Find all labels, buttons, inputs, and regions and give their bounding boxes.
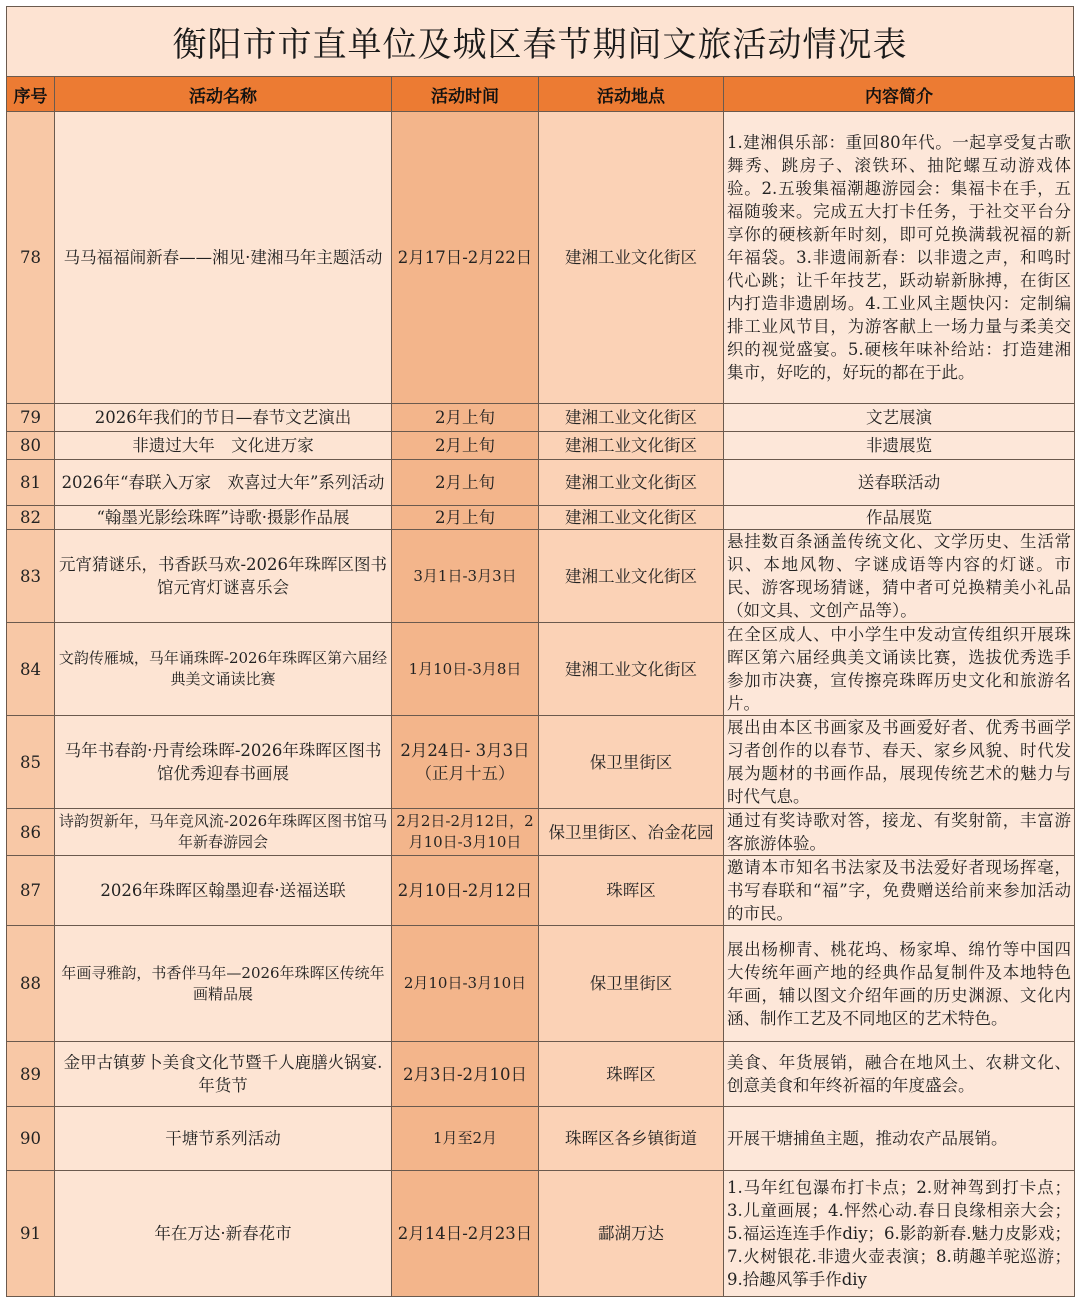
table-row (7, 716, 1075, 809)
table-row (7, 856, 1075, 926)
table-row (7, 432, 1075, 460)
row-desc: 送春联活动 (724, 460, 1075, 506)
row-time: 2月上旬 (392, 432, 539, 460)
row-desc: 在全区成人、中小学生中发动宣传组织开展珠晖区第六届经典美文诵读比赛，选拔优秀选手参加市决赛，宣传擦亮珠晖历史文化和旅游名片。 (724, 623, 1075, 716)
row-desc: 通过有奖诗歌对答，接龙、有奖射箭，丰富游客旅游体验。 (724, 809, 1075, 856)
table-row (7, 404, 1075, 432)
row-desc: 展出由本区书画家及书画爱好者、优秀书画学习者创作的以春节、春天、家乡风貌、时代发展为题材的书画作品，展现传统艺术的魅力与时代气息。 (724, 716, 1075, 809)
row-no: 78 (7, 112, 55, 404)
row-desc: 作品展览 (724, 506, 1075, 530)
row-time: 2月10日-3月10日 (392, 926, 539, 1042)
sheet-title: 衡阳市市直单位及城区春节期间文旅活动情况表 (7, 7, 1073, 77)
row-place: 建湘工业文化街区 (539, 506, 724, 530)
row-place: 珠晖区 (539, 1042, 724, 1107)
table-row (7, 112, 1075, 404)
row-place: 建湘工业文化街区 (539, 530, 724, 623)
row-time: 2月上旬 (392, 404, 539, 432)
table-row (7, 623, 1075, 716)
row-time: 3月1日-3月3日 (392, 530, 539, 623)
table-row (7, 530, 1075, 623)
row-place: 建湘工业文化街区 (539, 404, 724, 432)
table-row (7, 809, 1075, 856)
row-place: 建湘工业文化街区 (539, 112, 724, 404)
row-no: 84 (7, 623, 55, 716)
row-name: 马年书春韵·丹青绘珠晖-2026年珠晖区图书馆优秀迎春书画展 (55, 716, 392, 809)
row-place: 保卫里街区 (539, 716, 724, 809)
header-time: 活动时间 (392, 77, 539, 112)
row-name: 年在万达·新春花市 (55, 1171, 392, 1297)
row-time: 2月10日-2月12日 (392, 856, 539, 926)
row-desc: 展出杨柳青、桃花坞、杨家埠、绵竹等中国四大传统年画产地的经典作品复制件及本地特色年画，辅以图文介绍年画的历史渊源、文化内涵、制作工艺及不同地区的艺术特色。 (724, 926, 1075, 1042)
header-name: 活动名称 (55, 77, 392, 112)
table-row (7, 1107, 1075, 1171)
row-name: 2026年珠晖区翰墨迎春·送福送联 (55, 856, 392, 926)
header-desc: 内容简介 (724, 77, 1075, 112)
row-place: 建湘工业文化街区 (539, 460, 724, 506)
row-name: 干塘节系列活动 (55, 1107, 392, 1171)
row-desc: 开展干塘捕鱼主题，推动农产品展销。 (724, 1107, 1075, 1171)
row-desc: 悬挂数百条涵盖传统文化、文学历史、生活常识、本地风物、字谜成语等内容的灯谜。市民、游客现场猜谜，猜中者可兑换精美小礼品（如文具、文创产品等）。 (724, 530, 1075, 623)
row-time: 2月2日-2月12日，2月10日-3月10日 (392, 809, 539, 856)
row-name: 2026年我们的节日—春节文艺演出 (55, 404, 392, 432)
row-no: 88 (7, 926, 55, 1042)
row-no: 87 (7, 856, 55, 926)
row-place: 建湘工业文化街区 (539, 432, 724, 460)
row-name: 年画寻雅韵，书香伴马年—2026年珠晖区传统年画精品展 (55, 926, 392, 1042)
row-no: 85 (7, 716, 55, 809)
row-name: 马马福福闹新春——湘见·建湘马年主题活动 (55, 112, 392, 404)
row-no: 83 (7, 530, 55, 623)
row-desc: 邀请本市知名书法家及书法爱好者现场挥毫，书写春联和“福”字，免费赠送给前来参加活动的市民。 (724, 856, 1075, 926)
row-time: 2月24日- 3月3日（正月十五） (392, 716, 539, 809)
row-time: 2月3日-2月10日 (392, 1042, 539, 1107)
row-no: 91 (7, 1171, 55, 1297)
row-name: 元宵猜谜乐，书香跃马欢-2026年珠晖区图书馆元宵灯谜喜乐会 (55, 530, 392, 623)
row-desc: 非遗展览 (724, 432, 1075, 460)
row-time: 2月17日-2月22日 (392, 112, 539, 404)
row-name: 文韵传雁城，马年诵珠晖-2026年珠晖区第六届经典美文诵读比赛 (55, 623, 392, 716)
row-time: 1月至2月 (392, 1107, 539, 1171)
activity-table (6, 76, 1075, 1297)
row-no: 82 (7, 506, 55, 530)
row-place: 保卫里街区、冶金花园 (539, 809, 724, 856)
header-no: 序号 (7, 77, 55, 112)
row-time: 2月上旬 (392, 506, 539, 530)
table-row (7, 926, 1075, 1042)
table-row (7, 506, 1075, 530)
row-place: 珠晖区 (539, 856, 724, 926)
row-place: 珠晖区各乡镇街道 (539, 1107, 724, 1171)
table-row (7, 1171, 1075, 1297)
table-row (7, 460, 1075, 506)
header-row (7, 77, 1075, 112)
row-desc: 美食、年货展销，融合在地风土、农耕文化、创意美食和年终祈福的年度盛会。 (724, 1042, 1075, 1107)
row-no: 81 (7, 460, 55, 506)
row-place: 保卫里街区 (539, 926, 724, 1042)
row-name: 诗韵贺新年，马年竞风流-2026年珠晖区图书馆马年新春游园会 (55, 809, 392, 856)
row-name: 非遗过大年 文化进万家 (55, 432, 392, 460)
row-desc: 文艺展演 (724, 404, 1075, 432)
row-name: 2026年“春联入万家 欢喜过大年”系列活动 (55, 460, 392, 506)
row-desc: 1.建湘俱乐部：重回80年代。一起享受复古歌舞秀、跳房子、滚铁环、抽陀螺互动游戏体验。2.五骏集福潮趣游园会：集福卡在手，五福随骏来。完成五大打卡任务，于社交平台分享你的硬核新年时刻，即可兑换满载祝福的新年福袋。3.非遗闹新春：以非遗之声，和鸣时代心跳；让千年技艺，跃动崭新脉搏，在街区内打造非遗剧场。4.工业风主题快闪：定制编排工业风节目，为游客献上一场力量与柔美交织的视觉盛宴。5.硬核年味补给站：打造建湘集市，好吃的，好玩的都在于此。 (724, 112, 1075, 404)
row-name: 金甲古镇萝卜美食文化节暨千人鹿膳火锅宴.年货节 (55, 1042, 392, 1107)
row-no: 79 (7, 404, 55, 432)
row-place: 建湘工业文化街区 (539, 623, 724, 716)
row-desc: 1.马年红包瀑布打卡点；2.财神驾到打卡点；3.儿童画展；4.怦然心动.春日良缘相亲大会；5.福运连连手作diy；6.影韵新春.魅力皮影戏；7.火树银花.非遗火壶表演；8.萌趣羊驼巡游；9.拾趣风筝手作diy (724, 1171, 1075, 1297)
row-name: “翰墨光影绘珠晖”诗歌·摄影作品展 (55, 506, 392, 530)
row-place: 酃湖万达 (539, 1171, 724, 1297)
row-no: 89 (7, 1042, 55, 1107)
activity-sheet (6, 6, 1074, 1296)
header-place: 活动地点 (539, 77, 724, 112)
row-no: 90 (7, 1107, 55, 1171)
row-no: 86 (7, 809, 55, 856)
row-no: 80 (7, 432, 55, 460)
row-time: 2月14日-2月23日 (392, 1171, 539, 1297)
row-time: 1月10日-3月8日 (392, 623, 539, 716)
row-time: 2月上旬 (392, 460, 539, 506)
table-row (7, 1042, 1075, 1107)
